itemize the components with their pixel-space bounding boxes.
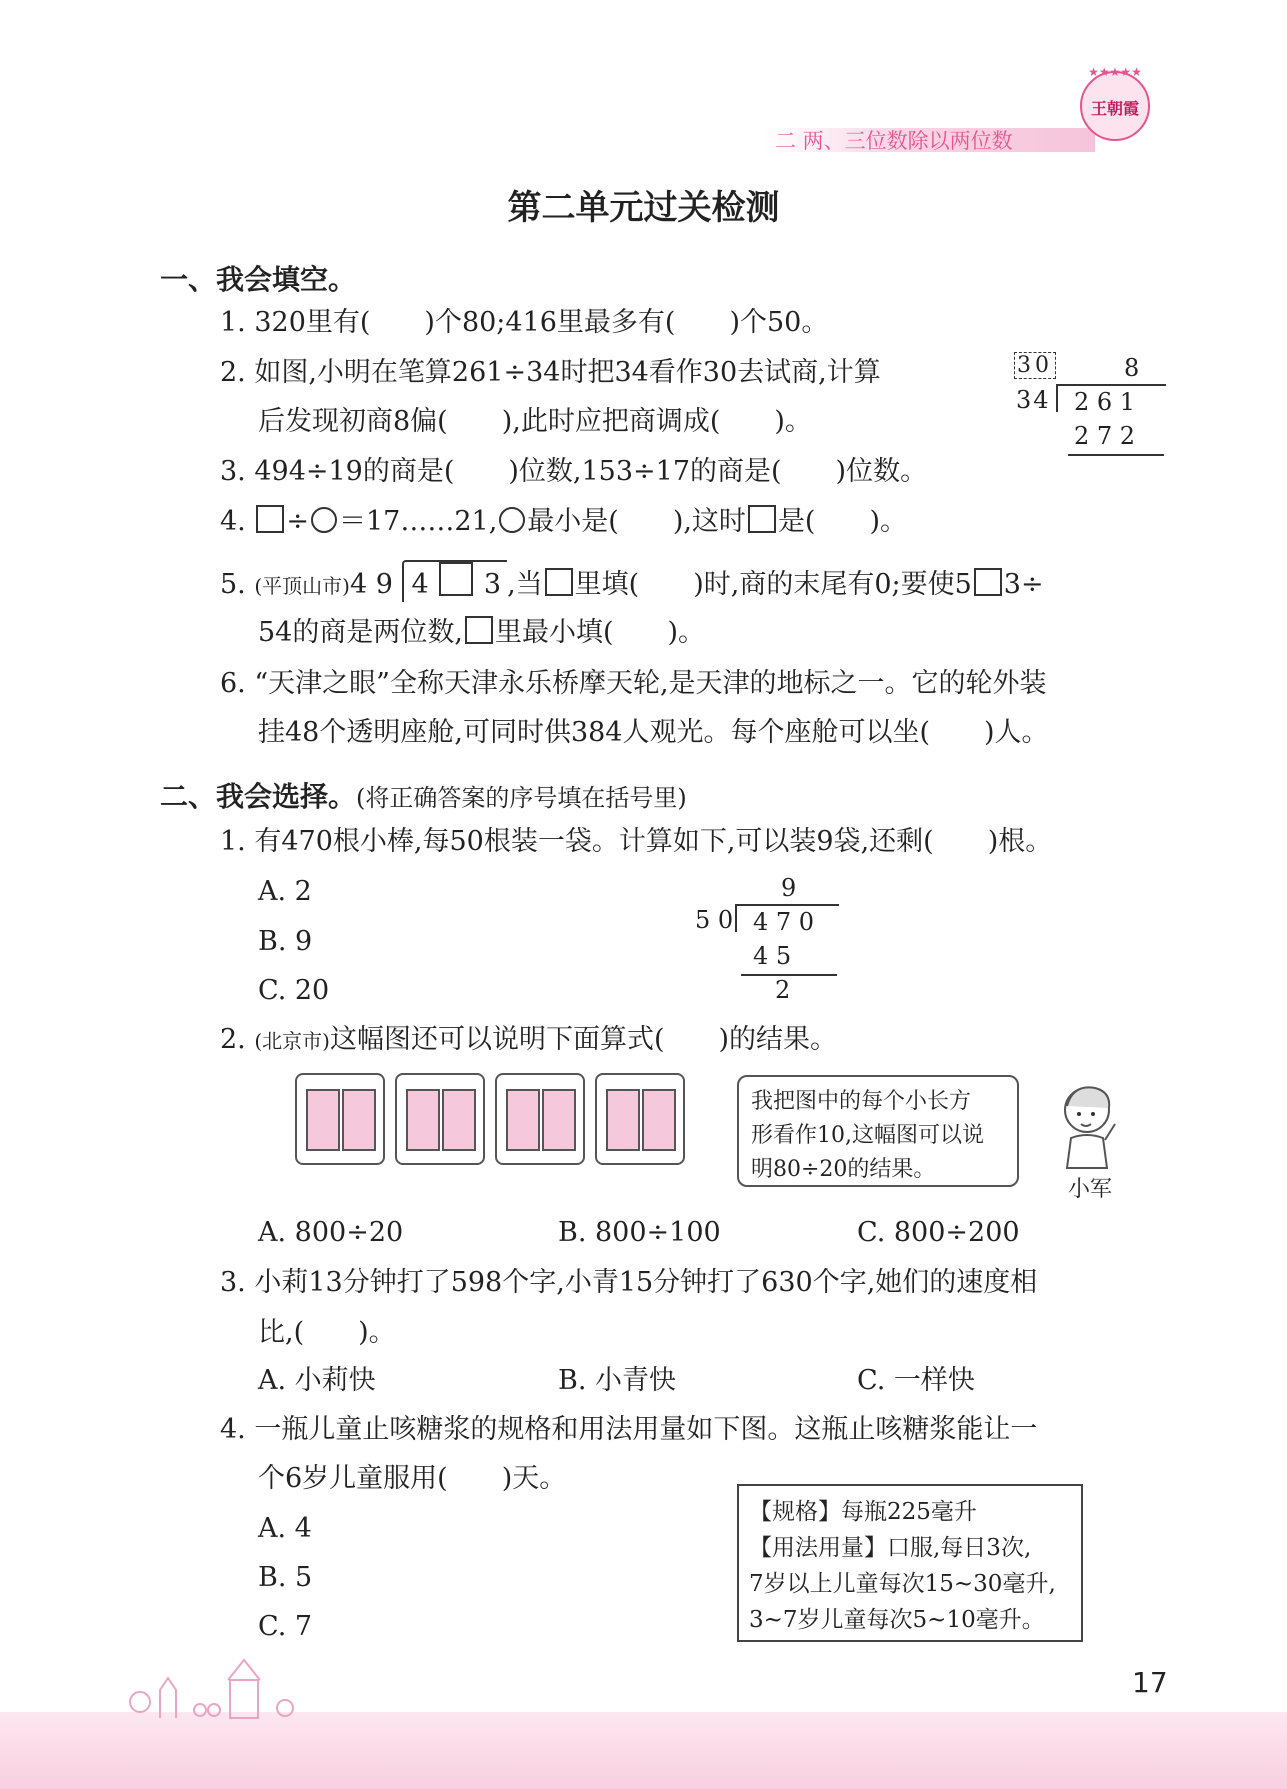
p2-q4-line2: 个6岁儿童服用( )天。: [258, 1463, 567, 1494]
p1-q6-line1: 6. “天津之眼”全称天津永乐桥摩天轮,是天津的地标之一。它的轮外装: [220, 668, 1047, 699]
q5-num: 5.: [220, 569, 246, 600]
p1-q1: 1. 320里有( )个80;416里最多有( )个50。: [220, 307, 829, 338]
speech-bubble: [737, 1075, 1019, 1187]
q5-digit1: 4: [411, 569, 429, 600]
rect-group: [395, 1073, 485, 1165]
circle-symbol: [499, 507, 525, 533]
q4-eq: ＝17……21,: [338, 506, 498, 537]
square-symbol: [465, 616, 493, 644]
bubble-line: 明80÷20的结果。: [751, 1157, 936, 1182]
q5-line2-b: 里最小填( )。: [494, 617, 706, 648]
p2-q2-option-c: C. 800÷200: [857, 1217, 1020, 1248]
character-name: 小军: [1068, 1177, 1113, 1202]
q5-division-bracket: [402, 560, 508, 602]
p2-quotient: 9: [781, 874, 797, 902]
part2-heading-text: 二、我会选择。: [160, 780, 357, 813]
spec-line: 7岁以上儿童每次15~30毫升,: [749, 1571, 1056, 1597]
part1-heading: 一、我会填空。: [160, 263, 357, 296]
logo-text: 王朝霞: [1090, 99, 1139, 118]
p2-q3-option-c: C. 一样快: [857, 1365, 975, 1396]
p2-q1: 1. 有470根小棒,每50根装一袋。计算如下,可以装9袋,还剩( )根。: [220, 826, 1053, 857]
q5-digit3: 3: [483, 569, 502, 600]
p2-q1-option-b: B. 9: [258, 926, 313, 957]
p2-q1-option-c: C. 20: [258, 975, 330, 1006]
p2-product: 4 5: [753, 942, 792, 970]
q4-text: 最小是( ),这时: [527, 506, 746, 537]
small-rect: [442, 1089, 476, 1151]
p2-q2-option-a: A. 800÷20: [258, 1217, 404, 1248]
square-symbol: [256, 505, 284, 533]
p2-q4-option-c: C. 7: [258, 1611, 313, 1642]
p1-q2-line1: 2. 如图,小明在笔算261÷34时把34看作30去试商,计算: [220, 357, 881, 388]
p1-q2-division-figure: [1010, 350, 1160, 460]
p2-divisor: 5 0: [695, 906, 734, 934]
bubble-line: 我把图中的每个小长方: [751, 1089, 972, 1114]
p2-q4-option-a: A. 4: [258, 1513, 312, 1544]
footer-band: [0, 1712, 1287, 1789]
trial-divisor: 30: [1014, 352, 1056, 379]
small-rect: [406, 1089, 440, 1151]
rectangles-figure: [295, 1073, 687, 1165]
circle-symbol: [311, 507, 337, 533]
p2-q1-option-a: A. 2: [258, 876, 312, 907]
small-rect: [642, 1089, 676, 1151]
q4-end: 是( )。: [777, 506, 908, 537]
rect-group: [495, 1073, 585, 1165]
p2-q4-option-b: B. 5: [258, 1562, 313, 1593]
small-rect: [342, 1089, 376, 1151]
small-rect: [542, 1089, 576, 1151]
rect-group: [595, 1073, 685, 1165]
p2-q3-option-b: B. 小青快: [558, 1365, 677, 1396]
q5-region: (平顶山市): [254, 574, 350, 598]
small-rect: [306, 1089, 340, 1151]
part2-heading: [160, 775, 687, 815]
page-number: 17: [1132, 1666, 1168, 1699]
p1-q4: [220, 505, 907, 539]
svg-text:★★★★★: ★★★★★: [1088, 65, 1142, 79]
q4-div: ÷: [286, 506, 309, 537]
p1-q2-line2: 后发现初商8偏( ),此时应把商调成( )。: [258, 406, 812, 437]
blank-box: [439, 562, 473, 596]
p1-q3: 3. 494÷19的商是( )位数,153÷17的商是( )位数。: [220, 456, 928, 487]
p2-q4-line1: 4. 一瓶儿童止咳糖浆的规格和用法用量如下图。这瓶止咳糖浆能让一: [220, 1414, 1038, 1445]
q2-text: 这幅图还可以说明下面算式( )的结果。: [329, 1024, 838, 1055]
q5-line2-a: 54的商是两位数,: [258, 617, 463, 648]
square-symbol: [748, 505, 776, 533]
small-rect: [506, 1089, 540, 1151]
q5-divisor: 4 9: [349, 569, 393, 600]
bubble-line: 形看作10,这幅图可以说: [751, 1123, 984, 1148]
p2-q3-option-a: A. 小莉快: [258, 1365, 376, 1396]
q5-text-c: 3÷: [1003, 569, 1044, 600]
p2-q1-division-figure: [695, 872, 845, 1004]
page-title: 第二单元过关检测: [507, 188, 780, 228]
castle-decoration-icon: [120, 1650, 320, 1720]
p2-remainder: 2: [775, 976, 791, 1004]
p2-q2-option-b: B. 800÷100: [558, 1217, 721, 1248]
q5-text-a: ,当: [507, 569, 543, 600]
q2-num: 2.: [220, 1024, 246, 1055]
boy-illustration-icon: [1055, 1078, 1123, 1170]
part2-heading-note: (将正确答案的序号填在括号里): [356, 784, 687, 812]
medicine-spec-box: [737, 1484, 1083, 1642]
small-rect: [606, 1089, 640, 1151]
rect-group: [295, 1073, 385, 1165]
q5-text-b: 里填( )时,商的末尾有0;要使5: [574, 569, 972, 600]
spec-line: 【规格】每瓶225毫升: [749, 1499, 977, 1525]
q2-product: 2 7 2: [1074, 422, 1136, 450]
q2-region: (北京市): [254, 1029, 330, 1053]
p1-q6-line2: 挂48个透明座舱,可同时供384人观光。每个座舱可以坐( )人。: [258, 717, 1049, 748]
spec-line: 3~7岁儿童每次5~10毫升。: [749, 1607, 1045, 1633]
header-section-title: 二 两、三位数除以两位数: [775, 129, 1013, 153]
q2-dividend: 2 6 1: [1074, 388, 1136, 416]
q4-num: 4.: [220, 506, 246, 537]
p1-q5-line2: [258, 616, 705, 650]
square-symbol: [545, 568, 573, 596]
p2-q2: [220, 1023, 837, 1058]
square-symbol: [974, 568, 1002, 596]
q2-quotient: 8: [1124, 354, 1140, 382]
p2-dividend: 4 7 0: [753, 908, 815, 936]
logo: [1075, 60, 1155, 144]
q2-divisor: 34: [1016, 386, 1051, 414]
p2-q3-line2: 比,( )。: [258, 1317, 396, 1348]
spec-line: 【用法用量】口服,每日3次,: [749, 1535, 1032, 1561]
p2-q3-line1: 3. 小莉13分钟打了598个字,小青15分钟打了630个字,她们的速度相: [220, 1267, 1038, 1298]
p1-q5-line1: [220, 560, 1044, 603]
